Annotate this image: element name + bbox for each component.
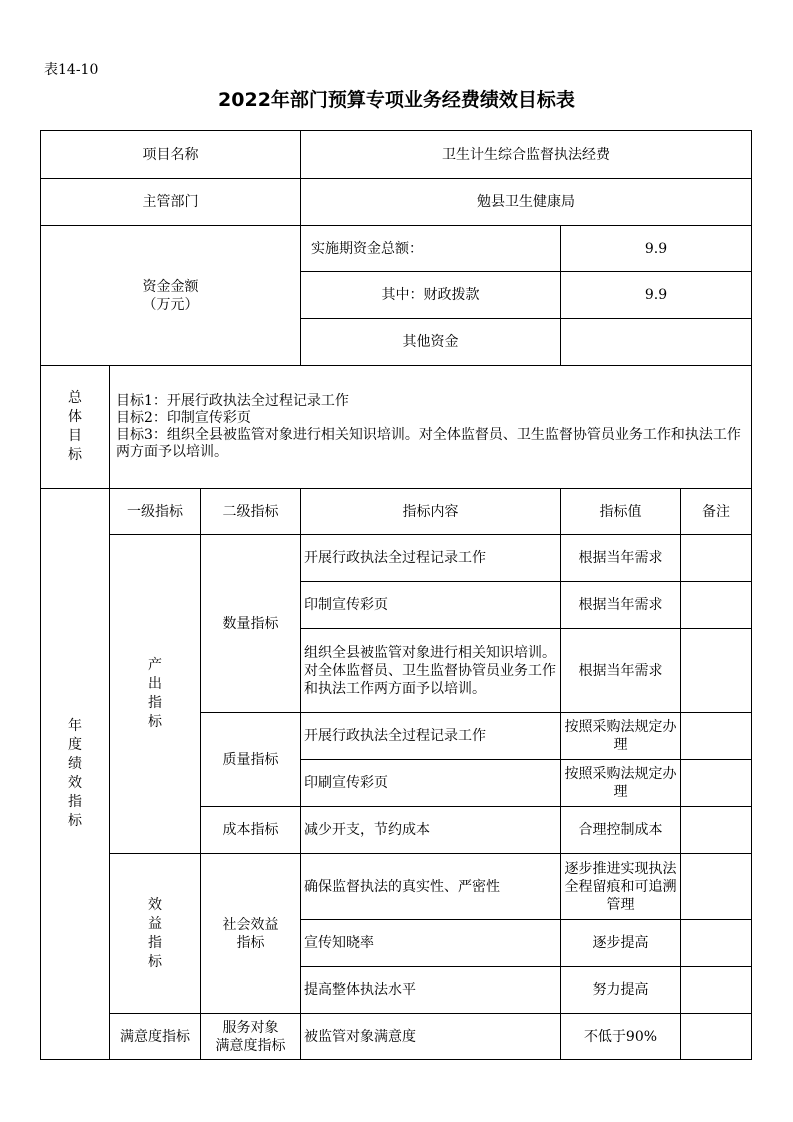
annual-indicators-label: 年 度 绩 效 指 标 <box>41 489 110 1060</box>
overall-goals-label: 总 体 目 标 <box>41 366 110 489</box>
funds-label-line1: 资金金额 <box>142 278 199 295</box>
funds-total-row <box>41 226 752 272</box>
indicator-value: 按照采购法规定办理 <box>561 760 681 807</box>
quantity-indicators-label: 数量指标 <box>201 535 301 713</box>
indicator-value: 根据当年需求 <box>561 535 681 582</box>
indicator-content: 宣传知晓率 <box>301 920 561 967</box>
indicator-content: 开展行政执法全过程记录工作 <box>301 713 561 760</box>
indicator-value: 根据当年需求 <box>561 629 681 713</box>
funds-total-value: 9.9 <box>561 226 752 272</box>
output-indicators-label: 产 出 指 标 <box>110 535 201 854</box>
indicator-content: 印制宣传彩页 <box>301 582 561 629</box>
indicator-value: 合理控制成本 <box>561 807 681 854</box>
goal-item: 目标1：开展行政执法全过程记录工作 <box>116 393 349 409</box>
benefit-indicators-label: 效 益 指 标 <box>110 854 201 1014</box>
indicator-value: 逐步推进实现执法全程留痕和可追溯管理 <box>561 854 681 920</box>
department-label: 主管部门 <box>41 179 301 226</box>
quality-indicators-label: 质量指标 <box>201 713 301 807</box>
service-satisfaction-label: 服务对象 满意度指标 <box>201 1014 301 1060</box>
indicator-value: 努力提高 <box>561 967 681 1014</box>
page-title: 2022年部门预算专项业务经费绩效目标表 <box>218 89 575 111</box>
table-code: 表14-10 <box>44 62 99 78</box>
indicator-remark <box>681 854 752 920</box>
indicator-remark <box>681 967 752 1014</box>
project-name-value: 卫生计生综合监督执法经费 <box>301 131 752 179</box>
social-benefit-label: 社会效益 指标 <box>201 854 301 1014</box>
overall-goals-row <box>41 366 752 489</box>
funds-label-line2: （万元） <box>142 296 199 313</box>
indicator-remark <box>681 760 752 807</box>
goal-item: 目标2：印制宣传彩页 <box>116 410 251 426</box>
header-remark: 备注 <box>681 489 752 535</box>
department-row <box>41 179 752 226</box>
department-value: 勉县卫生健康局 <box>301 179 752 226</box>
goal-item: 目标3：组织全县被监管对象进行相关知识培训。对全体监督员、卫生监督协管员业务工作和执法工作两方面予以培训。 <box>116 427 741 460</box>
indicator-content: 提高整体执法水平 <box>301 967 561 1014</box>
satisfaction-indicators-label: 满意度指标 <box>110 1014 201 1060</box>
funds-other-label: 其他资金 <box>301 319 561 366</box>
table-row <box>41 854 752 920</box>
funds-label <box>41 226 301 366</box>
indicator-remark <box>681 582 752 629</box>
indicator-content: 被监管对象满意度 <box>301 1014 561 1060</box>
indicator-content: 减少开支，节约成本 <box>301 807 561 854</box>
indicator-remark <box>681 920 752 967</box>
header-value: 指标值 <box>561 489 681 535</box>
indicator-value: 不低于90% <box>561 1014 681 1060</box>
indicator-remark <box>681 807 752 854</box>
funds-fiscal-value: 9.9 <box>561 272 752 319</box>
indicator-header-row <box>41 489 752 535</box>
cost-indicators-label: 成本指标 <box>201 807 301 854</box>
indicator-content: 确保监督执法的真实性、严密性 <box>301 854 561 920</box>
indicator-content: 组织全县被监管对象进行相关知识培训。对全体监督员、卫生监督协管员业务工作和执法工作两方面予以培训。 <box>301 629 561 713</box>
indicator-value: 按照采购法规定办理 <box>561 713 681 760</box>
project-name-label: 项目名称 <box>41 131 301 179</box>
overall-goals-content <box>110 366 752 489</box>
table-row <box>41 1014 752 1060</box>
indicator-remark <box>681 535 752 582</box>
project-name-row <box>41 131 752 179</box>
funds-fiscal-label: 其中：财政拨款 <box>301 272 561 319</box>
header-level1: 一级指标 <box>110 489 201 535</box>
header-level2: 二级指标 <box>201 489 301 535</box>
indicator-remark <box>681 629 752 713</box>
table-row <box>41 535 752 582</box>
indicator-remark <box>681 1014 752 1060</box>
indicator-content: 开展行政执法全过程记录工作 <box>301 535 561 582</box>
funds-other-value <box>561 319 752 366</box>
header-content: 指标内容 <box>301 489 561 535</box>
indicator-content: 印刷宣传彩页 <box>301 760 561 807</box>
indicator-value: 逐步提高 <box>561 920 681 967</box>
funds-total-label: 实施期资金总额： <box>301 226 561 272</box>
indicator-value: 根据当年需求 <box>561 582 681 629</box>
indicator-remark <box>681 713 752 760</box>
performance-table <box>40 130 752 1060</box>
